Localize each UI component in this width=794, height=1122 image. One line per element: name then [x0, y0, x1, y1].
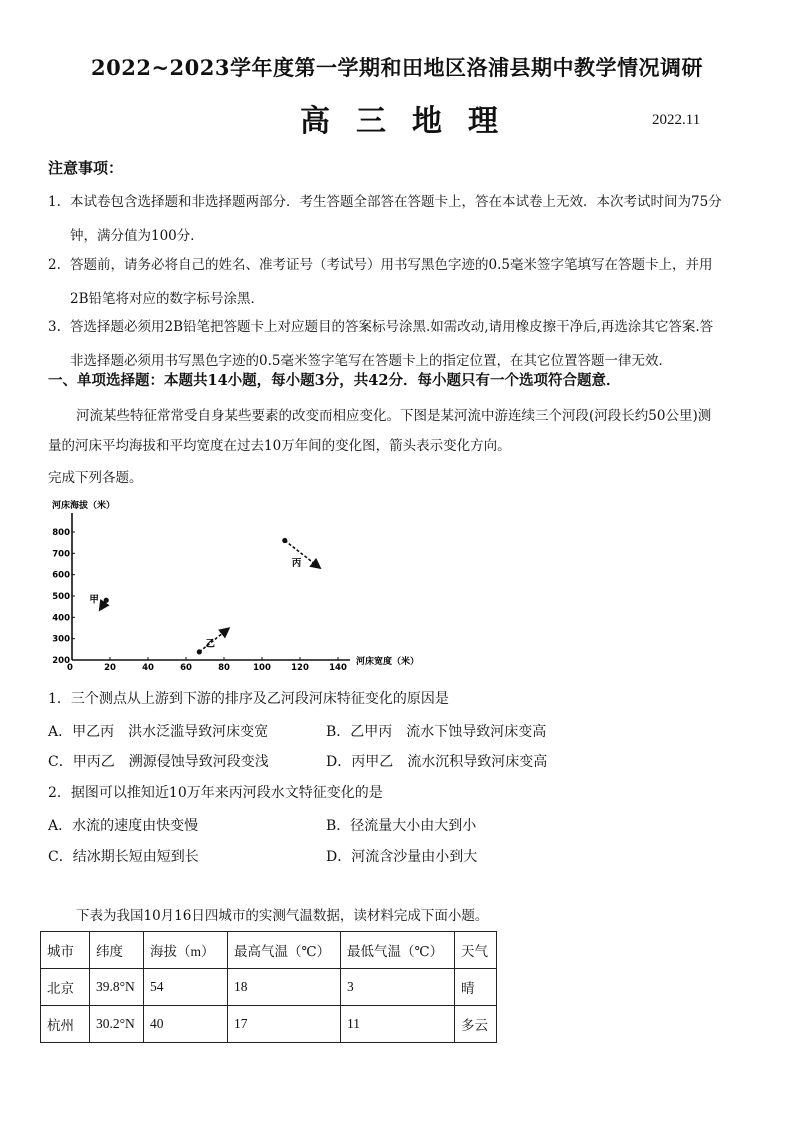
option-a [48, 721, 268, 741]
option-b [326, 721, 546, 741]
option-text: 丙甲乙 流水沉积导致河床变高 [351, 754, 548, 770]
exam-title: 2022~2023学年度第一学期和田地区洛浦县期中教学情况调研 [91, 55, 703, 80]
option-letter: C． [48, 849, 73, 865]
option-text: 甲丙乙 溯源侵蚀导致河段变浅 [72, 754, 269, 770]
question-stem: 2．据图可以推知近10万年来丙河段水文特征变化的是 [48, 785, 383, 801]
note-text: 本试卷包含选择题和非选择题两部分．考生答题全部答在答题卡上，答在本试卷上无效．本次考试时间为75分 [70, 194, 722, 210]
option-text: 甲乙丙 洪水泛滥导致河床变宽 [72, 724, 269, 740]
series-label: 甲 [89, 594, 99, 606]
table-cell: 17 [228, 1006, 341, 1043]
intro-paragraph-cont: 量的河床平均海拔和平均宽度在过去10万年间的变化图，箭头表示变化方向。 [48, 438, 511, 454]
option-a [48, 815, 198, 835]
note-number: 3. [48, 319, 61, 335]
option-b [326, 815, 476, 835]
note-item [48, 248, 748, 316]
series-label: 乙 [205, 638, 216, 650]
note-text-cont: 钟，满分值为100分． [70, 228, 204, 244]
y-tick-label: 300 [52, 634, 70, 645]
table-cell: 晴 [455, 969, 497, 1006]
option-letter: A． [48, 724, 73, 740]
table-cell: 30.2°N [90, 1006, 144, 1043]
option-c [48, 751, 269, 771]
table-cell: 54 [144, 969, 228, 1006]
note-text-cont: 非选择题必须用书写黑色字迹的0.5毫米签字笔写在答题卡上的指定位置，在其它位置答题一律无效． [70, 353, 672, 369]
series-arrow [285, 541, 319, 568]
table-header-row [41, 932, 497, 969]
series-arrow [101, 600, 107, 609]
option-letter: C． [48, 754, 73, 770]
option-text: 结冰期长短由短到长 [72, 849, 199, 865]
y-tick-label: 400 [52, 613, 70, 624]
option-text: 乙甲丙 流水下蚀导致河床变高 [350, 724, 547, 740]
exam-date: 2022.11 [652, 112, 701, 128]
note-text: 答选择题必须用2B铅笔把答题卡上对应题目的答案标号涂黑.如需改动,请用橡皮擦干净后,再选涂其它答案.答 [70, 319, 714, 335]
table-cell: 杭州 [41, 1006, 90, 1043]
note-item [48, 310, 748, 378]
y-tick-label: 800 [52, 528, 70, 538]
x-tick-label: 120 [291, 663, 309, 673]
option-letter: D． [326, 754, 352, 770]
option-c [48, 846, 199, 866]
y-tick-label: 600 [52, 570, 70, 581]
notes-heading: 注意事项： [48, 159, 124, 177]
y-tick-label: 700 [52, 549, 70, 560]
x-tick-label: 20 [104, 663, 116, 673]
section-heading: 一、单项选择题：本题共14小题，每小题3分，共42分．每小题只有一个选项符合题意． [48, 372, 621, 389]
option-letter: A． [48, 818, 73, 834]
table-row [41, 1006, 497, 1043]
table-cell: 北京 [41, 969, 90, 1006]
table-cell: 39.8°N [90, 969, 144, 1006]
option-letter: D． [326, 849, 352, 865]
table-row [41, 969, 497, 1006]
temperature-table [40, 931, 497, 1043]
x-tick-label: 40 [142, 663, 154, 673]
option-text: 径流量大小由大到小 [350, 818, 477, 834]
note-item [48, 185, 748, 253]
option-letter: B． [326, 724, 351, 740]
x-tick-label: 60 [180, 663, 192, 673]
y-axis-label: 河床海拔（米） [52, 501, 116, 511]
table-header-cell: 最高气温（℃） [228, 932, 341, 969]
note-number: 2. [48, 257, 61, 273]
table-cell: 11 [341, 1006, 455, 1043]
table-header-cell: 城市 [41, 932, 90, 969]
question-stem: 1．三个测点从上游到下游的排序及乙河段河床特征变化的原因是 [48, 691, 449, 707]
note-text: 答题前，请务必将自己的姓名、准考证号（考试号）用书写黑色字迹的0.5毫米签字笔填写在答题卡上，并用 [70, 257, 713, 273]
x-tick-label: 140 [329, 663, 347, 673]
intro-instruction: 完成下列各题。 [48, 470, 143, 486]
table-header-cell: 海拔（m） [144, 932, 228, 969]
table-header-cell: 最低气温（℃） [341, 932, 455, 969]
y-tick-label: 200 [52, 656, 70, 666]
intro-paragraph: 河流某些特征常常受自身某些要素的改变而相应变化。下图是某河流中游连续三个河段(河段长约50公里)测 [76, 408, 712, 424]
x-tick-label: 80 [218, 663, 230, 673]
option-d [326, 846, 477, 866]
river-chart [50, 497, 430, 675]
table-intro: 下表为我国10月16日四城市的实测气温数据，读材料完成下面小题。 [76, 908, 489, 924]
option-letter: B． [326, 818, 351, 834]
x-tick-label: 0 [67, 663, 73, 673]
x-axis-label: 河床宽度（米） [356, 657, 420, 667]
subject-title: 高三地理 [300, 104, 524, 139]
table-header-cell: 天气 [455, 932, 497, 969]
option-text: 水流的速度由快变慢 [72, 818, 199, 834]
table-cell: 3 [341, 969, 455, 1006]
note-number: 1. [48, 194, 61, 210]
x-tick-label: 100 [253, 663, 271, 673]
table-header-cell: 纬度 [90, 932, 144, 969]
table-cell: 多云 [455, 1006, 497, 1043]
table-cell: 18 [228, 969, 341, 1006]
note-text-cont: 2B铅笔将对应的数字标号涂黑． [70, 291, 265, 307]
option-d [326, 751, 547, 771]
option-text: 河流含沙量由小到大 [351, 849, 478, 865]
table-cell: 40 [144, 1006, 228, 1043]
series-label: 丙 [291, 557, 302, 569]
y-tick-label: 500 [52, 592, 70, 602]
